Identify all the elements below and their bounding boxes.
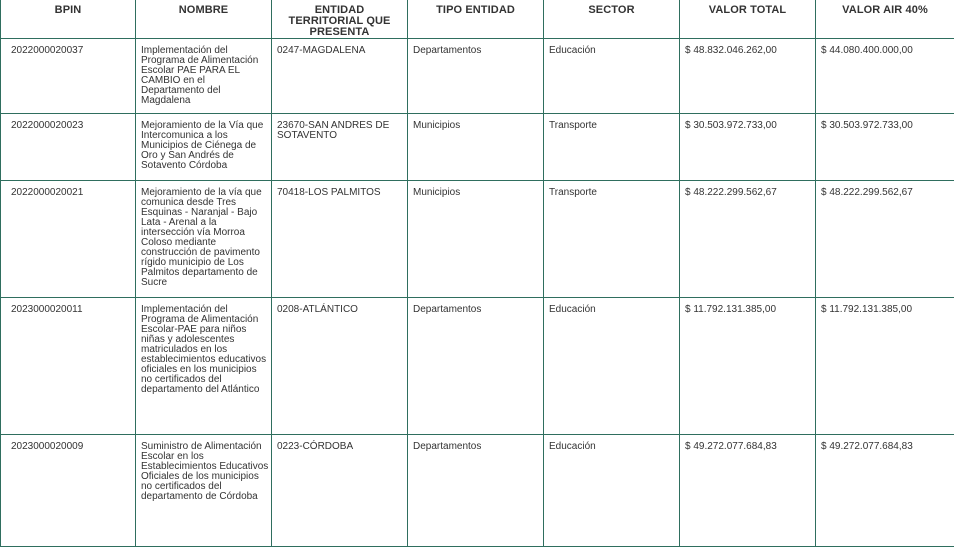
cell-entidad: 0208-ATLÁNTICO — [272, 298, 408, 435]
cell-tipo-entidad: Departamentos — [408, 298, 544, 435]
cell-sector: Educación — [544, 39, 680, 114]
cell-sector: Educación — [544, 435, 680, 547]
cell-bpin: 2023000020011 — [1, 298, 136, 435]
cell-entidad: 0247-MAGDALENA — [272, 39, 408, 114]
column-header-valor-total[interactable]: VALOR TOTAL — [680, 0, 816, 39]
cell-tipo-entidad: Municipios — [408, 181, 544, 298]
cell-tipo-entidad: Departamentos — [408, 39, 544, 114]
cell-entidad: 0223-CÓRDOBA — [272, 435, 408, 547]
cell-bpin: 2022000020021 — [1, 181, 136, 298]
cell-bpin: 2022000020037 — [1, 39, 136, 114]
column-header-bpin[interactable]: BPIN — [1, 0, 136, 39]
cell-valor-air: $ 30.503.972.733,00 — [816, 114, 954, 181]
table-row — [1, 298, 954, 435]
cell-valor-total: $ 48.832.046.262,00 — [680, 39, 816, 114]
cell-valor-total: $ 30.503.972.733,00 — [680, 114, 816, 181]
cell-valor-air: $ 49.272.077.684,83 — [816, 435, 954, 547]
cell-nombre: Implementación del Programa de Alimentación Escolar PAE PARA EL CAMBIO en el Departamento del Magdalena — [136, 39, 272, 114]
cell-tipo-entidad: Departamentos — [408, 435, 544, 547]
column-header-valor-air[interactable]: VALOR AIR 40% — [816, 0, 954, 39]
cell-sector: Transporte — [544, 181, 680, 298]
column-header-tipo-entidad[interactable]: TIPO ENTIDAD — [408, 0, 544, 39]
cell-nombre: Mejoramiento de la vía que comunica desde Tres Esquinas - Naranjal - Bajo Lata - Arenal a la intersección vía Morroa Coloso mediante construcción de pavimento rígido municipio de Los Palmitos departamento de Sucre — [136, 181, 272, 298]
cell-valor-total: $ 11.792.131.385,00 — [680, 298, 816, 435]
cell-sector: Educación — [544, 298, 680, 435]
cell-valor-air: $ 11.792.131.385,00 — [816, 298, 954, 435]
cell-valor-total: $ 49.272.077.684,83 — [680, 435, 816, 547]
cell-tipo-entidad: Municipios — [408, 114, 544, 181]
table-row — [1, 114, 954, 181]
cell-sector: Transporte — [544, 114, 680, 181]
cell-entidad: 23670-SAN ANDRES DE SOTAVENTO — [272, 114, 408, 181]
cell-valor-air: $ 48.222.299.562,67 — [816, 181, 954, 298]
column-header-entidad[interactable]: ENTIDAD TERRITORIAL QUE PRESENTA — [272, 0, 408, 39]
cell-entidad: 70418-LOS PALMITOS — [272, 181, 408, 298]
cell-nombre: Implementación del Programa de Alimentación Escolar-PAE para niños niñas y adolescentes matriculados en los establecimientos educativos oficiales en los municipios no certificados del departamento del Atlántico — [136, 298, 272, 435]
cell-nombre: Mejoramiento de la Vía que Intercomunica a los Municipios de Ciénega de Oro y San Andrés de Sotavento Córdoba — [136, 114, 272, 181]
cell-bpin: 2023000020009 — [1, 435, 136, 547]
table-row — [1, 435, 954, 547]
cell-valor-air: $ 44.080.400.000,00 — [816, 39, 954, 114]
cell-valor-total: $ 48.222.299.562,67 — [680, 181, 816, 298]
cell-nombre: Suministro de Alimentación Escolar en los Establecimientos Educativos Oficiales de los municipios no certificados del departamento de Córdoba — [136, 435, 272, 547]
table-header-row — [1, 0, 954, 39]
cell-bpin: 2022000020023 — [1, 114, 136, 181]
table-row — [1, 39, 954, 114]
table-row — [1, 181, 954, 298]
column-header-nombre[interactable]: NOMBRE — [136, 0, 272, 39]
column-header-sector[interactable]: SECTOR — [544, 0, 680, 39]
